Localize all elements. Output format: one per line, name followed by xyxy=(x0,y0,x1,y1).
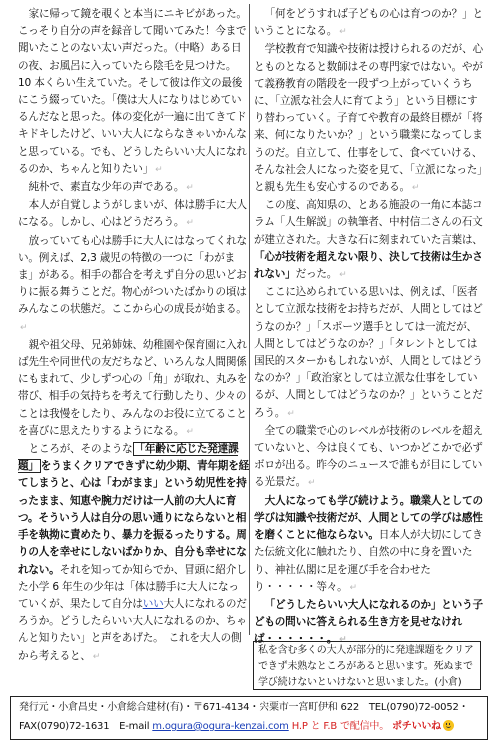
left-column xyxy=(18,6,249,666)
editor-note-box xyxy=(253,641,481,690)
email-link[interactable]: m.ogura@ogura-kenzai.com xyxy=(152,721,289,732)
highlight-phrase: 「年齢に応じた発達課題」 xyxy=(18,443,239,473)
paragraph: 全ての職業で心のレベルが技術のレベルを超えていないと、今は良くても、いつかどこかで必ずボロが出る。昨今のニュースで誰もが目にしている光景だ。 ↵ xyxy=(254,424,483,489)
paragraph: 放っていても心は勝手に大人にはなってくれない。例えば、2,3 歳児の特徴の一つに「わがまま」がある。相手の都合を考えず自分の思いどおりに振る舞うことだ。物心がついたばかりの頃はみんなこの状態だ。ここから心の成長が始まる。↵ xyxy=(18,234,247,333)
paragraph: 大人になっても学び続けよう。職業人としての学びは知識や技術だが、人間としての学びは感性を磨くことに他ならない。日本人が大切にしてきた伝統文化に触れたり、自然の中に身を置いたり、神社仏閣に足を運び手を合わせたり・・・・・等々。 ↵ xyxy=(254,494,483,593)
sns-note: H.P と F.B で配信中。 xyxy=(291,721,389,732)
smile-icon xyxy=(443,720,454,731)
paragraph: ここに込められている思いは、例えば、「医者として立派な技術をお持ちだが、人間としてはどうなのか？」「スポーツ選手としては一流だが、人間としてはどうなのか？」「タレントとしては国民的スターかもしれないが、人間としてはどうなのか？」「政治家としては立派な仕事をしているが、人間としてはどうなのか？」ということだろう。 ↵ xyxy=(254,286,483,419)
editor-note-text: 私を含む多くの大人が部分的に発達課題をクリアできず未熟なところがあると思います。死ぬまで学び続けないといけないと思いました。(小倉) xyxy=(258,645,474,688)
paragraph: 学校教育で知識や技術は授けられるのだが、心とものとなると数師はその専門家ではない。やがて義務教育の階段を一段ずつ上がっていくうちに、「立派な社会人に育てよう」という目標にすり替わっていく。子育てや教育の最終目標が「将来、何になりたいか？」という職業になってしまうのだ。自立して、仕事をして、食べていける、そんな社会人になった姿を見て、「立派になった」と親も先生も安心するのである。 ↵ xyxy=(254,43,483,194)
paragraph: 「何をどうすれば子どもの心は育つのか？」ということになる。 ↵ xyxy=(254,8,483,38)
paragraph: 純朴で、素直な少年の声である。 ↵ xyxy=(28,181,194,194)
column-divider xyxy=(249,4,250,635)
paragraph: 本人が自覚しようがしまいが、体は勝手に大人になる。しかし、心はどうだろう。 ↵ xyxy=(18,199,247,229)
paragraph: 家に帰って鏡を覗くと本当にニキビがあった。こっそり自分の声を録音して聞いてみた！今まで聞いたことのない太い声だった。（中略）ある日の夜、お風呂に入っていたら陰毛を見つけた。10 本くらい生えていた。そして彼は作文の最後にこう綴っていた。「僕は大人になりはじめているんだなと思った。体の変化が一遍に出てきてドキドキしたけど、いい大人にならなきゃいかんなと思っている。でも、どうしたらいい大人になれるのか、ちゃんと知りたい」 ↵ xyxy=(18,8,247,175)
footer-line-1: 発行元・小倉昌史・小倉総合建材(有)・〒671-4134・宍粟市一宮町伊和 622 TEL(0790)72-0052・ xyxy=(19,702,469,713)
like-call-to-action: ポチいいね xyxy=(391,721,441,732)
quote-highlight: 「心が技術を超えない限り、決して技術は生かされない」 xyxy=(254,250,483,281)
underlined-word: いい xyxy=(142,597,164,610)
paragraph: ところが、そのような 「年齢に応じた発達課題」 をうまくクリアできずに幼少期、青年期を経てしまうと、心は「わがまま」という幼児性を持ったまま、知恵や腕力だけは一人前の大人に育つ。そういう人は自分の思い通りにならないと相手を執拗に責めたり、暴力を振るったりする。周りの人を幸せにしないばかりか、自分も幸せになれない。それを知ってか知らでか、冒頭に紹介した小学 6 年生の少年は「体は勝手に大人になっていくが、果たして自分はいい大人になれるのだろうか。どうしたらいい大人になれるのか、ちゃんと知りたい」と声をあげた。 これを大人の側から考えると、 ↵ xyxy=(18,443,249,662)
right-column xyxy=(254,6,485,650)
footer-line-2: FAX(0790)72-1631 E-mail m.ogura@ogura-kenzai.com H.P と F.B で配信中。 ポチいいね xyxy=(19,717,479,736)
publisher-footer xyxy=(10,696,488,740)
paragraph: 親や祖父母、兄弟姉妹、幼稚園や保育園に入れば先生や同世代の友だちなど、いろんな人間関係にもまれて、少しずつ心の「角」が取れ、丸みを帯び、相手の気持ちを考えて行動したり、少々のことは我慢をしたり、みんなのお役に立てることを喜びに思えたりするようになる。 ↵ xyxy=(18,338,248,437)
paragraph: この度、高知県の、とある施設の一角に本誌コラム「人生解説」の執筆者、中村信二さんの石文が建立された。大きな石に刻まれていた言葉は、「心が技術を超えない限り、決して技術は生かされない」だった。 ↵ xyxy=(254,199,483,281)
closing-paragraph: 「どうしたらいい大人になれるのか」という子どもの問いに答えられる生き方を見せなければ・・・・・・。 ↵ xyxy=(254,598,483,646)
